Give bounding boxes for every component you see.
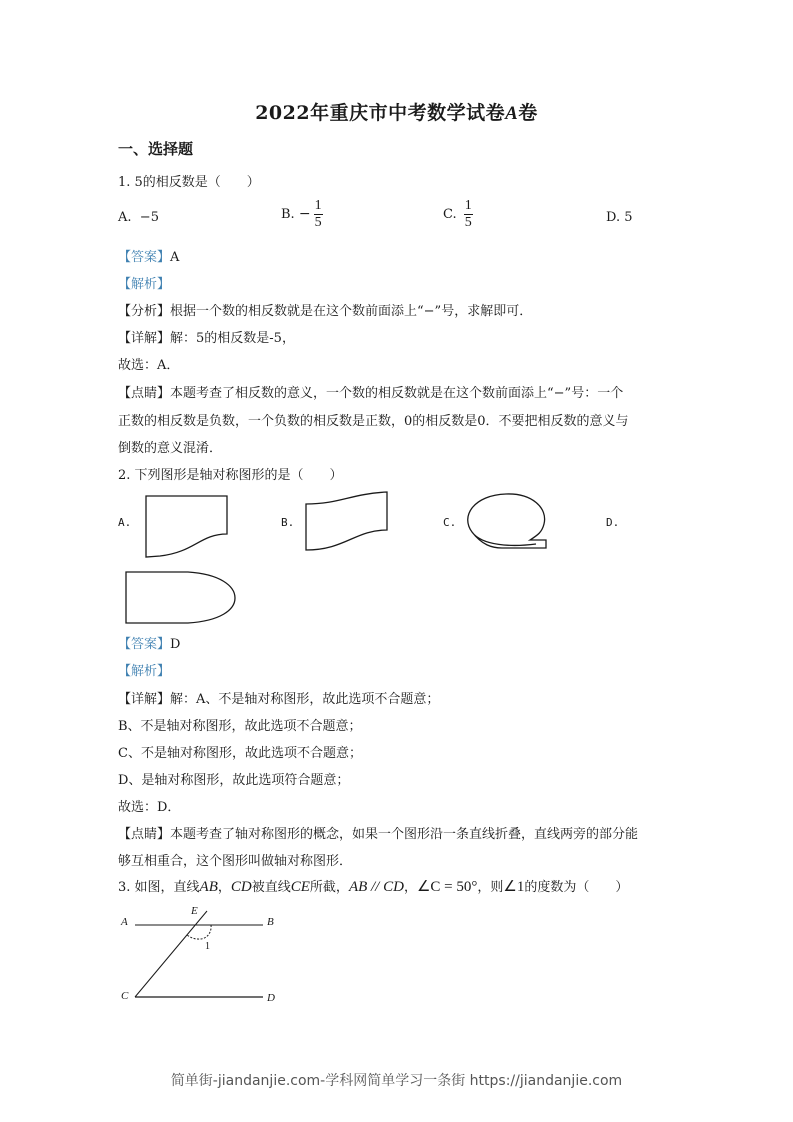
math-angle-c: ∠C = 50° bbox=[416, 879, 478, 895]
denominator: 5 bbox=[314, 215, 322, 230]
q2-option-d-label: D. bbox=[606, 516, 620, 529]
dianjing-line: 本题考查了相反数的意义，一个数的相反数就是在这个数前面添上“−”号：一个 bbox=[170, 386, 624, 401]
q1-option-c bbox=[443, 198, 473, 231]
q2-xiangjie-line-c: C、不是轴对称图形，故此选项不合题意； bbox=[118, 746, 362, 761]
option-value: 5 bbox=[624, 210, 633, 225]
q1-option-d bbox=[606, 210, 633, 225]
xiangjie-tag: 【详解】 bbox=[118, 331, 171, 346]
title-text: 2022年重庆市中考数学试卷 bbox=[255, 102, 506, 124]
xiangjie-text: 解：5的相反数是-5， bbox=[170, 331, 295, 346]
q1-answer bbox=[118, 246, 179, 265]
q1-conclusion: 故选：A． bbox=[118, 358, 180, 373]
stem-text: 所截， bbox=[309, 880, 349, 895]
q2-dianjing-line-2: 够互相重合，这个图形叫做轴对称图形． bbox=[118, 854, 353, 869]
point-a-label: A bbox=[121, 916, 128, 928]
q2-xiangjie-line-b: B、不是轴对称图形，故此选项不合题意； bbox=[118, 719, 362, 734]
math-parallel: AB // CD bbox=[348, 879, 404, 895]
q2-option-c-label: C. bbox=[443, 516, 457, 529]
q2-conclusion: 故选：D． bbox=[118, 800, 181, 815]
q3-geometry-figure bbox=[110, 900, 310, 1015]
point-b-label: B bbox=[267, 916, 274, 928]
stem-text: 3. 如图，直线 bbox=[118, 880, 200, 895]
dianjing-line: 本题考查了轴对称图形的概念，如果一个图形沿一条直线折叠，直线两旁的部分能 bbox=[170, 827, 639, 842]
title-suffix: 卷 bbox=[518, 102, 538, 124]
point-d-label: D bbox=[267, 992, 275, 1004]
q2-stem: 2. 下列图形是轴对称图形的是（ ） bbox=[118, 468, 343, 483]
dianjing-tag: 【点睛】 bbox=[118, 827, 171, 842]
stem-text: ， bbox=[403, 880, 417, 895]
q2-answer bbox=[118, 633, 180, 652]
fenxi-tag: 【分析】 bbox=[118, 304, 171, 319]
q1-analysis-tag: 【解析】 bbox=[118, 277, 171, 292]
option-label: A. bbox=[118, 210, 132, 225]
math-cd: CD bbox=[230, 879, 252, 895]
q2-xiangjie-line-d: D、是轴对称图形，故此选项符合题意； bbox=[118, 773, 350, 788]
xiangjie-line: 解：A、不是轴对称图形，故此选项不合题意； bbox=[170, 692, 440, 707]
point-e-label: E bbox=[191, 905, 198, 917]
q2-shape-b bbox=[300, 490, 400, 555]
answer-tag: 【答案】 bbox=[118, 250, 171, 265]
answer-value: A bbox=[170, 250, 180, 265]
q2-shape-d bbox=[120, 566, 240, 624]
math-angle-1: ∠1 bbox=[503, 879, 525, 895]
math-ab: AB bbox=[199, 879, 218, 895]
option-label: B. bbox=[281, 207, 295, 222]
q2-option-b-label: B. bbox=[281, 516, 295, 529]
option-label: C. bbox=[443, 207, 457, 222]
fraction bbox=[314, 198, 323, 231]
option-label: D. bbox=[606, 210, 621, 225]
q2-shape-c bbox=[462, 490, 572, 555]
xiangjie-tag: 【详解】 bbox=[118, 692, 171, 707]
numerator: 1 bbox=[314, 198, 322, 213]
q1-option-b bbox=[281, 198, 323, 231]
denominator: 5 bbox=[464, 215, 472, 230]
q2-option-a-label: A. bbox=[118, 516, 132, 529]
angle-1-label: 1 bbox=[205, 941, 210, 952]
q1-dianjing bbox=[118, 382, 623, 401]
numerator: 1 bbox=[464, 198, 472, 213]
minus-sign: − bbox=[298, 206, 311, 222]
title-italic-letter: A bbox=[505, 103, 519, 124]
dianjing-tag: 【点睛】 bbox=[118, 386, 171, 401]
q1-option-a bbox=[118, 210, 159, 225]
math-ce: CE bbox=[290, 879, 310, 895]
q2-xiangjie bbox=[118, 688, 439, 707]
stem-text: 的度数为（ ） bbox=[524, 880, 629, 895]
fenxi-text: 根据一个数的相反数就是在这个数前面添上“−”号，求解即可． bbox=[170, 304, 533, 319]
fraction bbox=[464, 198, 473, 231]
stem-text: ，则 bbox=[477, 880, 504, 895]
footer-watermark: 简单街-jiandanjie.com-学科网简单学习一条街 https://jiandanjie.com bbox=[170, 1073, 623, 1089]
option-value: −5 bbox=[139, 210, 159, 225]
stem-text: ， bbox=[217, 880, 231, 895]
answer-tag: 【答案】 bbox=[118, 637, 171, 652]
q1-fenxi bbox=[118, 300, 532, 319]
document-title bbox=[0, 98, 793, 125]
q1-dianjing-line-3: 倒数的意义混淆． bbox=[118, 441, 223, 456]
stem-text: 被直线 bbox=[251, 880, 291, 895]
q1-dianjing-line-2: 正数的相反数是负数，一个负数的相反数是正数，0的相反数是0．不要把相反数的意义与 bbox=[118, 414, 629, 429]
answer-value: D bbox=[170, 637, 181, 652]
q2-shape-a bbox=[140, 492, 240, 557]
q1-stem: 1. 5的相反数是（ ） bbox=[118, 175, 260, 190]
q3-stem bbox=[118, 876, 628, 896]
point-c-label: C bbox=[121, 990, 129, 1002]
q2-dianjing bbox=[118, 823, 638, 842]
q2-analysis-tag: 【解析】 bbox=[118, 664, 171, 679]
section-heading: 一、选择题 bbox=[118, 140, 194, 158]
q1-xiangjie bbox=[118, 327, 295, 346]
